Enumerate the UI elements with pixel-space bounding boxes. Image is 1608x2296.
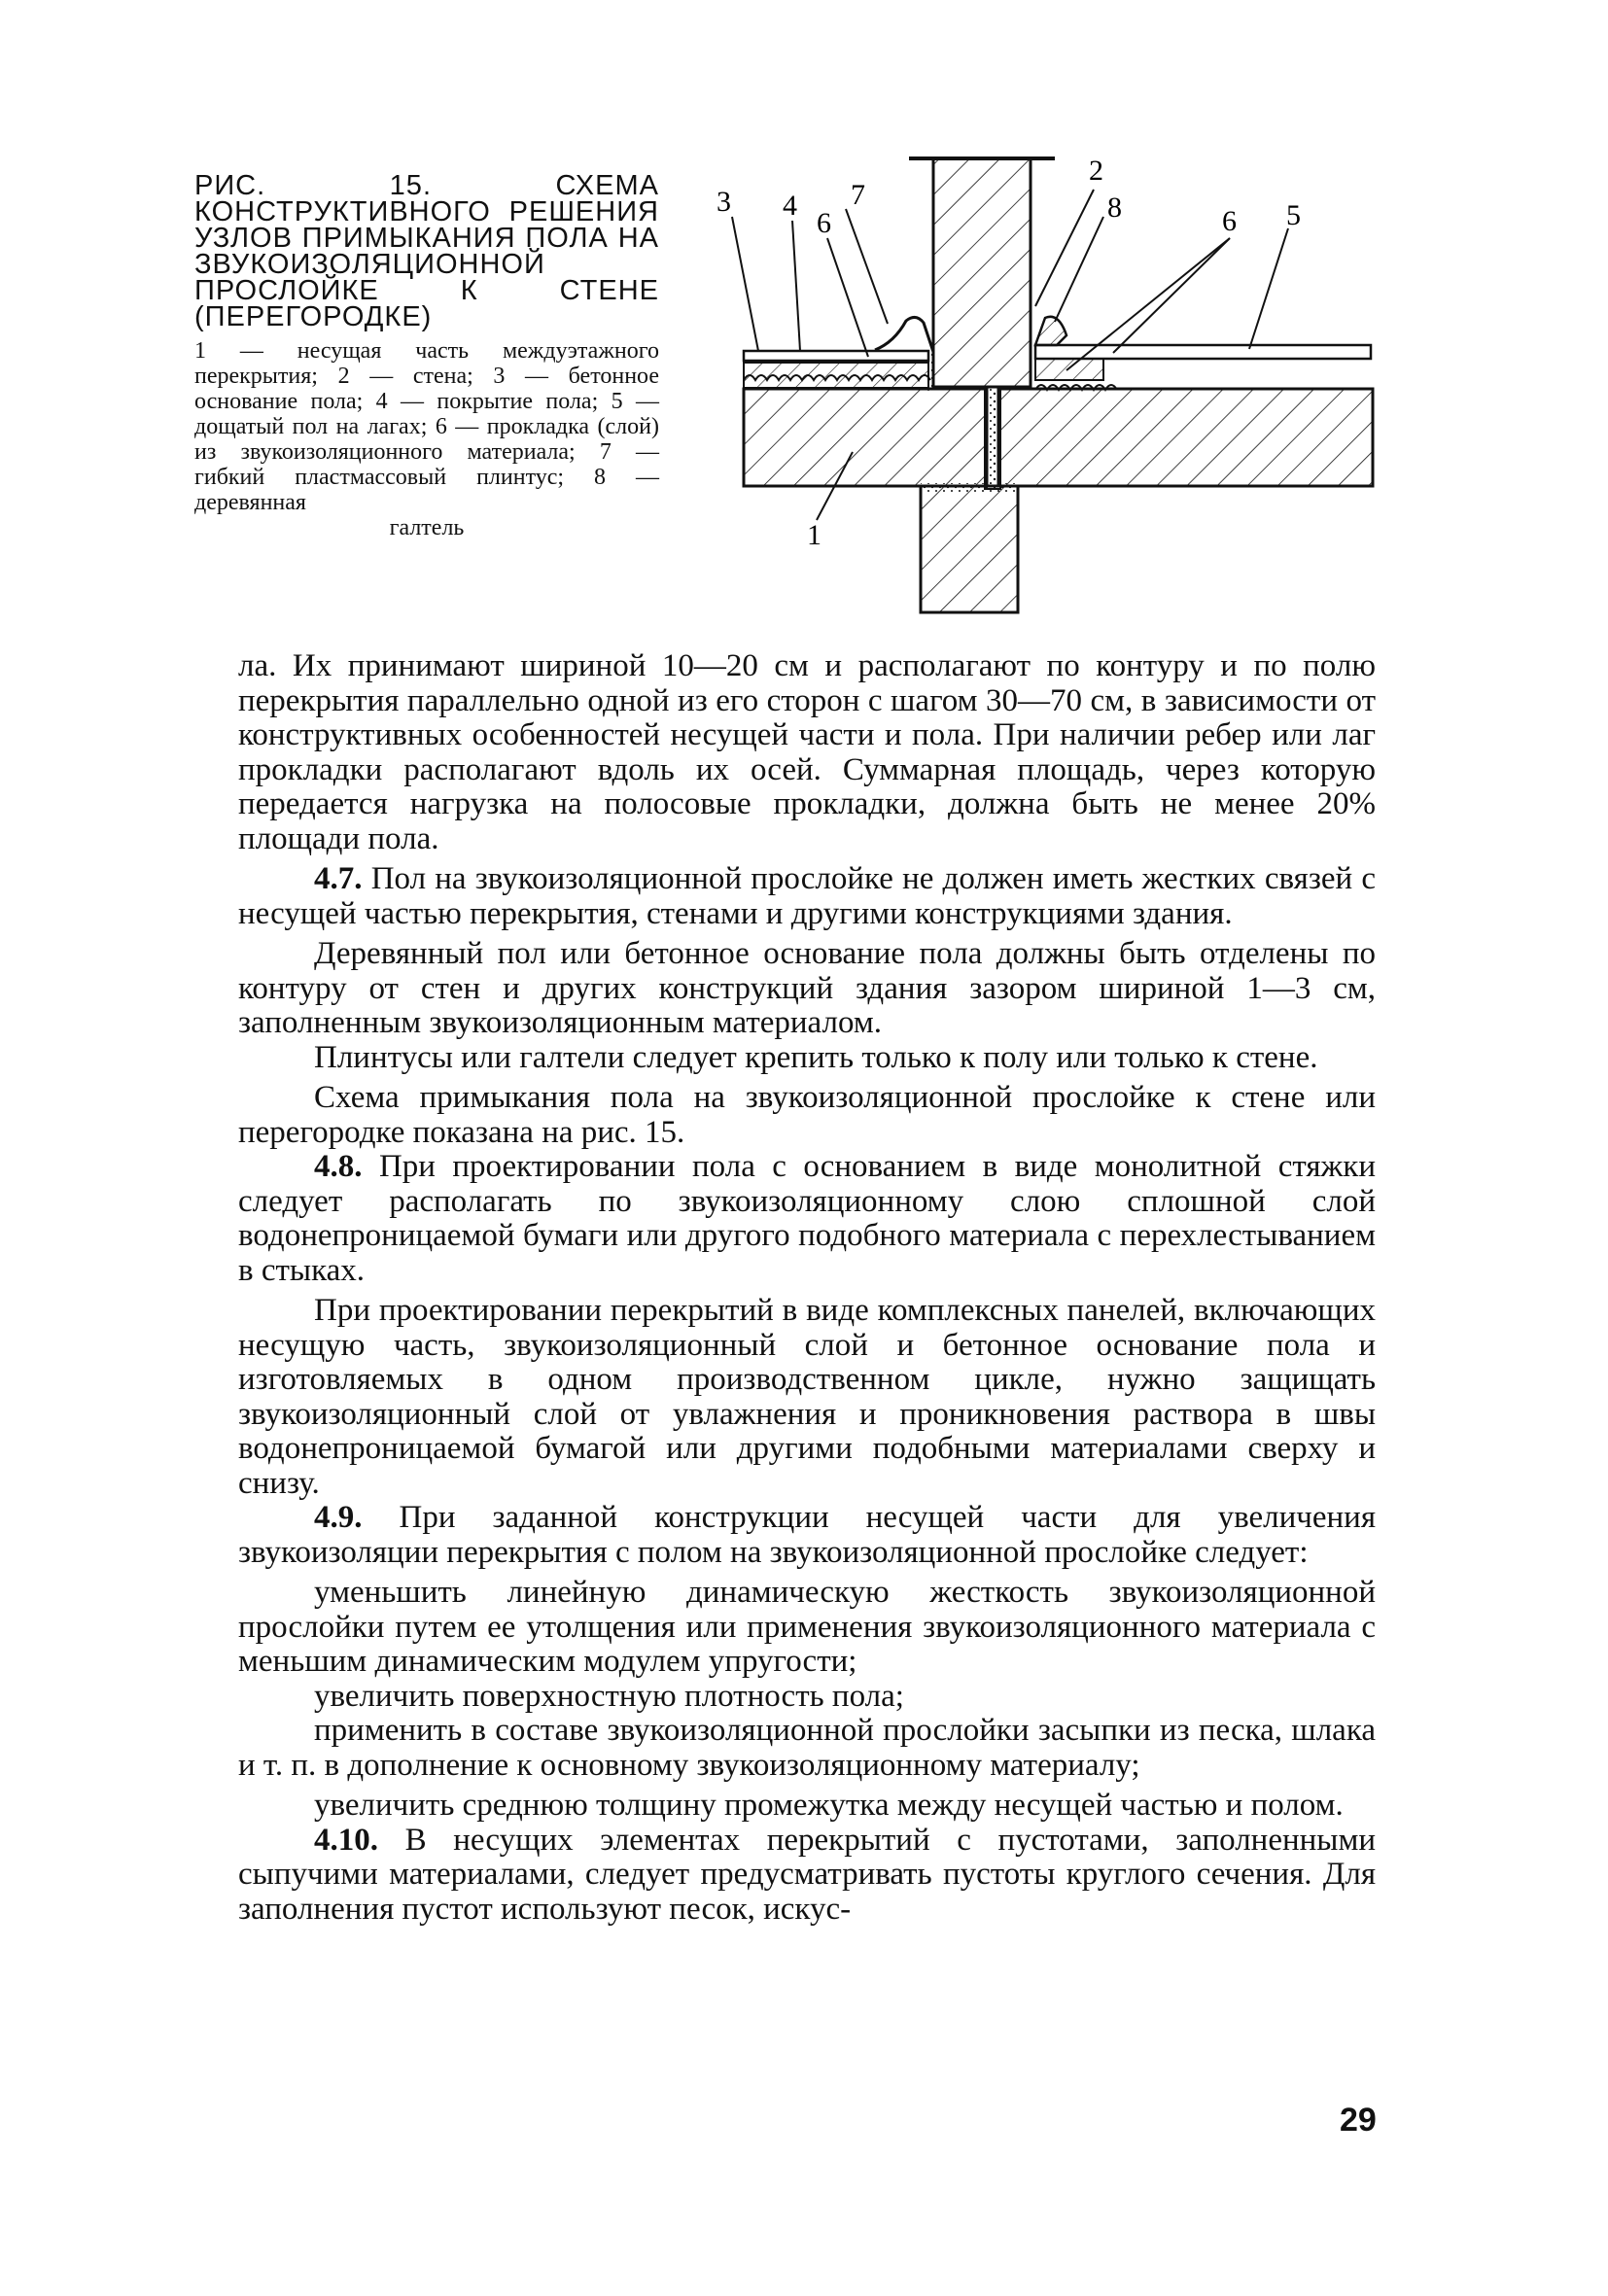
paragraph-4-8: 4.8. При проектировании пола с основанием в виде монолитной стяжки следует располагать по звукоизоляционному слою сплошной слой водонепроницаемой бумаги или другого подобного материала с перехлестыванием в стыках. <box>238 1149 1376 1288</box>
label-1: 1 <box>807 519 821 551</box>
diagram-svg <box>705 151 1385 617</box>
label-5: 5 <box>1286 199 1301 231</box>
right-slab <box>998 389 1373 486</box>
paragraph-4-10: 4.10. В несущих элементах перекрытий с пустотами, заполненными сыпучими материалами, следует предусматривать пустоты круглого сечения. Для заполнения пустот используют песок, искус- <box>238 1822 1377 1927</box>
lower-wall <box>921 486 1018 612</box>
body-text <box>238 649 1376 1927</box>
left-gap-fill <box>926 353 934 392</box>
right-plank-floor <box>1035 345 1371 359</box>
section-number: 4.7. <box>314 861 363 896</box>
construction-diagram <box>705 151 1385 617</box>
label-6a: 6 <box>817 207 831 239</box>
list-item-1: уменьшить линейную динамическую жесткость звукоизоляционной прослойки путем ее утолщения или применения звукоизоляционного материала с меньшим динамическим модулем упругости; <box>238 1575 1376 1679</box>
right-joist <box>1035 359 1103 380</box>
figure-legend-text: 1 — несущая часть междуэтажного перекрытия; 2 — стена; 3 — бетонное основание пола; 4 — покрытие пола; 5 — дощатый пол на лагах; 6 — прокладка (слой) из звукоизоляционного материала; 7 — гибкий пластмассовый плинтус; 8 — деревянная <box>194 338 659 515</box>
page-number: 29 <box>1340 2102 1377 2139</box>
label-3: 3 <box>717 186 731 218</box>
paragraph-7: При проектировании перекрытий в виде комплексных панелей, включающих несущую часть, звукоизоляционный слой и бетонное основание пола и изготовляемых в одном производственном цикле, нужно защищать звукоизоляционный слой от увлажнения и проникновения раствора в швы водонепроницаемой бумагой или другими подобными материалами сверху и снизу. <box>238 1293 1376 1501</box>
plastic-skirting <box>875 317 933 352</box>
list-item-3: применить в составе звукоизоляционной прослойки засыпки из песка, шлака и т. п. в дополнение к основному звукоизоляционному материалу; <box>238 1713 1376 1783</box>
list-item-4: увеличить среднюю толщину промежутка между несущей частью и полом. <box>314 1788 1344 1823</box>
paragraph-5: Схема примыкания пола на звукоизоляционной прослойке к стене или перегородке показана на рис. 15. <box>238 1080 1376 1150</box>
section-number: 4.9. <box>314 1500 363 1535</box>
label-4: 4 <box>783 190 797 222</box>
section-number: 4.8. <box>314 1149 363 1184</box>
slab-joint <box>985 387 1000 489</box>
paragraph-4-9: 4.9. При заданной конструкции несущей части для увеличения звукоизоляции перекрытия с полом на звукоизоляционной прослойке следует: <box>238 1500 1377 1570</box>
label-8: 8 <box>1107 191 1122 224</box>
figure-title: РИС. 15. СХЕМА КОНСТРУКТИВНОГО РЕШЕНИЯ УЗЛОВ ПРИМЫКАНИЯ ПОЛА НА ЗВУКОИЗОЛЯЦИОННОЙ ПРОСЛОЙКЕ К СТЕНЕ (ПЕРЕГОРОДКЕ) <box>194 170 659 332</box>
upper-wall <box>933 158 1031 387</box>
label-2: 2 <box>1089 155 1103 187</box>
paragraph-1: ла. Их принимают шириной 10—20 см и располагают по контуру и по полю перекрытия параллельно одной из его сторон с шагом 30—70 см, в зависимости от конструктивных особенностей несущей части и пола. При наличии ребер или лаг прокладки располагают вдоль их осей. Суммарная площадь, через которую передается нагрузка на полосовые прокладки, должна быть не менее 20% площади пола. <box>238 648 1376 856</box>
lower-joint <box>921 483 1018 493</box>
left-floor-cover <box>744 351 928 361</box>
wooden-fillet <box>1035 317 1066 345</box>
figure-legend <box>194 338 659 540</box>
paragraph-3: Деревянный пол или бетонное основание пола должны быть отделены по контуру от стен и других конструкций здания зазором шириной 1—3 см, заполненным звукоизоляционным материалом. <box>238 936 1376 1040</box>
paragraph-4: Плинтусы или галтели следует крепить только к полу или только к стене. <box>314 1039 1318 1075</box>
paragraph-4-7: 4.7. Пол на звукоизоляционной прослойке не должен иметь жестких связей с несущей частью перекрытия, стенами и другими конструкциями здания. <box>238 861 1377 931</box>
figure-legend-last: галтель <box>389 515 465 540</box>
figure-caption <box>194 170 659 540</box>
list-item-2: увеличить поверхностную плотность пола; <box>314 1678 904 1714</box>
label-6b: 6 <box>1222 205 1237 237</box>
section-number: 4.10. <box>314 1822 378 1858</box>
left-slab <box>744 389 987 486</box>
label-7: 7 <box>851 179 865 211</box>
